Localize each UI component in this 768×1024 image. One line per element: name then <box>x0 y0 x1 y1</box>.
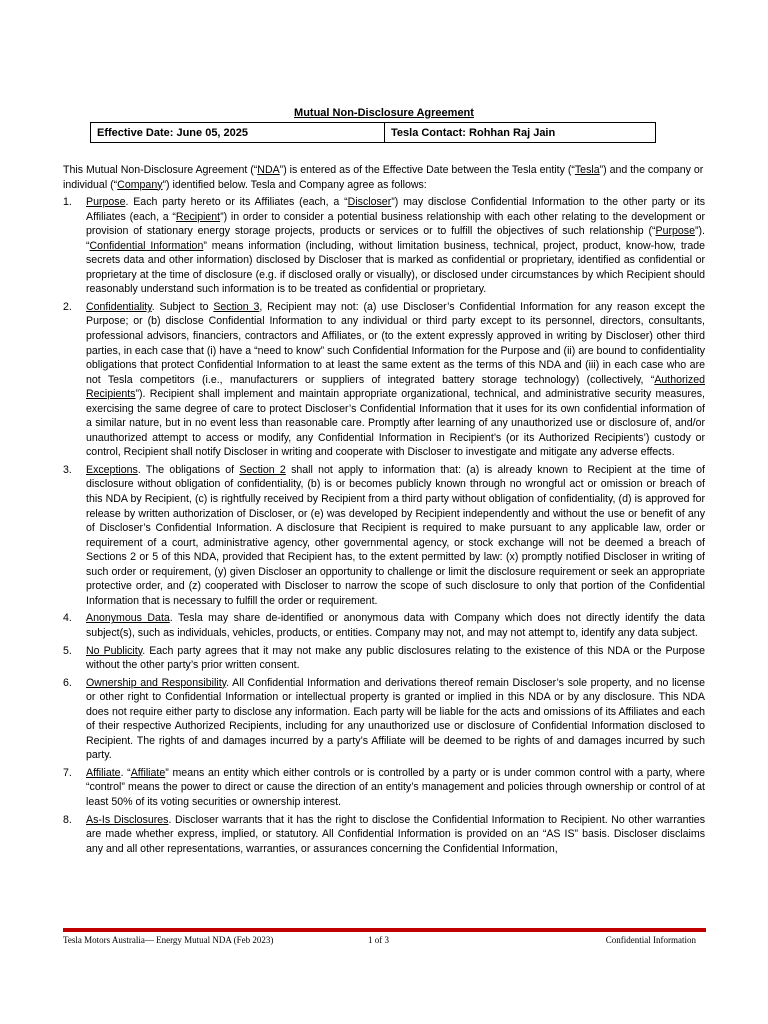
clause-number: 2. <box>63 300 72 313</box>
clause-as-is <box>63 813 705 857</box>
clause-heading: Affiliate <box>86 766 121 779</box>
page-footer <box>63 935 696 947</box>
intro-text: This Mutual Non-Disclosure Agreement (“ <box>63 164 258 176</box>
tesla-contact-cell: Tesla Contact: Rohhan Raj Jain <box>391 127 556 139</box>
clause-heading: Purpose <box>86 196 126 209</box>
clause-text: . “ <box>120 766 131 779</box>
defined-term-purpose: Purpose <box>655 225 695 238</box>
clause-heading: As-Is Disclosures <box>86 813 169 826</box>
clause-text: ”). “ <box>86 225 705 252</box>
clause-anonymous-data <box>63 611 705 640</box>
clause-text: ”) in order to consider a potential business relationship with each other relating to the development or provision of stationary energy storage projects, products or services or to fulfill the objectives of such relationship (“ <box>86 210 706 238</box>
intro-text: ”) identified below. Tesla and Company agree as follows: <box>162 178 427 191</box>
clause-heading: Anonymous Data <box>86 612 170 625</box>
defined-term-confidential-information: Confidential Information <box>89 239 204 252</box>
clause-affiliate <box>63 766 705 810</box>
defined-term-affiliate: Affiliate <box>130 766 166 779</box>
clause-text: . Each party hereto or its Affiliates (each, a “ <box>125 196 348 209</box>
clause-text: , Recipient may not: (a) use Discloser’s Confidential Information for any reason except the Purpose; or (b) disclose Confidential Information to any individual or third party except to its personnel, directors, consultants, professional advisors, financiers, contractors and Affiliates, or (to the extent expressly approved in writing by Discloser) other third parties, in each case that (i) have a “need to know” such Confidential Information for the Purpose and (ii) are bound to confidentiality obligations that protect Confidential Information to at least the same extent as the terms of this NDA and (iii) in each case who are not Tesla competitors (i.e., manufacturers or suppliers of integrated battery storage technology) (collectively, “ <box>86 300 705 386</box>
clause-text: ” means an entity which either controls or is controlled by a party or is under common control with a party, where “control” means the power to direct or cause the direction of an entity’s management and policies through ownership or control of at least 50% of its voting securities or ownership interest. <box>86 766 705 808</box>
footer-classification: Confidential Information <box>605 935 696 945</box>
defined-term-discloser: Discloser <box>347 196 392 209</box>
document-title: Mutual Non-Disclosure Agreement <box>294 107 474 119</box>
clause-heading: Exceptions <box>86 463 138 476</box>
clause-text: ”) may disclose Confidential Information to the other party or its Affiliates (each, a “ <box>86 196 705 223</box>
clause-heading: Ownership and Responsibility <box>86 676 227 689</box>
clause-confidentiality <box>63 300 705 460</box>
clause-no-publicity <box>63 644 705 673</box>
footer-rule <box>63 928 706 932</box>
clause-text: . The obligations of <box>137 463 240 476</box>
clause-number: 3. <box>63 463 72 476</box>
clause-number: 8. <box>63 813 72 826</box>
clause-list <box>63 195 705 856</box>
document-body <box>63 163 705 859</box>
clause-text: ”). Recipient shall implement and maintain appropriate organizational, technical, and administrative security measures, exercising the same degree of care to protect Discloser’s Confidential Information that it uses for its own confidential information of a similar nature, but in no event less than reasonable care. Promptly after learning of any unauthorized use or disclosure of, and/or unauthorized attempt to access or modify, any Confidential Information in Recipient’s (or its Authorized Recipients’) custody or control, Recipient shall notify Discloser in writing and cooperate with Discloser to investigate and mitigate any adverse effects. <box>86 388 705 459</box>
clause-purpose <box>63 195 705 297</box>
defined-term-company: Company <box>117 178 163 191</box>
clause-text: ” means information (including, without limitation business, technical, project, product, know-how, trade secrets data and other information) disclosed by Discloser that is marked as confidential or proprietary, identified as confidential or proprietary at the time of disclosure (e.g. if disclosed orally or visually), or disclosed under circumstances by which Recipient should reasonably understand such information is to be treated as confidential or proprietary. <box>86 239 705 296</box>
defined-term-authorized-recipients: Authorized Recipients <box>86 373 705 401</box>
clause-text: . Discloser warrants that it has the right to disclose the Confidential Information to Recipient. No other warranties are made whether express, implied, or statutory. All Confidential Information is provided on an “AS IS” basis. Discloser disclaims any and all other representations, warranties, or assurances concerning the Confidential Information, <box>86 813 705 855</box>
clause-number: 4. <box>63 612 72 625</box>
clause-number: 6. <box>63 676 72 689</box>
defined-term-nda: NDA <box>257 164 280 176</box>
clause-text: . Tesla may share de-identified or anonymous data with Company which does not directly identify the data subject(s), such as individuals, vehicles, products, or entities. Company may not, and may not attempt to, identify any data subject. <box>86 612 705 639</box>
intro-paragraph <box>63 163 705 192</box>
defined-term-recipient: Recipient <box>175 210 221 223</box>
clause-exceptions <box>63 463 705 608</box>
header-table <box>90 122 656 143</box>
clause-ownership <box>63 676 705 763</box>
clause-number: 7. <box>63 766 72 779</box>
clause-number: 5. <box>63 644 72 657</box>
clause-text: . All Confidential Information and derivations thereof remain Discloser’s sole property, and no license or other right to Confidential Information or intellectual property is granted or implied in this NDA or by any disclosure. This NDA does not require either party to disclose any information. Each party will be liable for the acts and omissions of its Affiliates and each of their respective Authorized Recipients, including for any unauthorized use or disclosure of Confidential Information disclosed to Recipient. The rights of and damages incurred by a party’s Affiliate will be deemed to be rights of and damages incurred by such party. <box>86 676 705 762</box>
footer-document-name: Tesla Motors Australia— Energy Mutual NDA (Feb 2023) <box>63 935 274 945</box>
clause-text: shall not apply to information that: (a) is already known to Recipient at the time of disclosure without obligation of confidentiality, (b) is or becomes publicly known through no wrongful act or omission or breach of this NDA by Recipient, (c) is rightfully received by Recipient from a third party without obligation of confidentiality, (d) is approved for release by written authorization of Discloser, or (e) was developed by Recipient independently and without the use or benefit of any of Discloser’s Confidential Information. A disclosure that Recipient is required to make pursuant to any applicable law, order or requirement of a court, administrative agency, other governmental agency, or stock exchange will not be deemed a breach of Sections 2 or 5 of this NDA, provided that Recipient has, to the extent permitted by law: (x) promptly notified Discloser in writing of such order or requirement, (y) given Discloser an opportunity to challenge or limit the disclosure requirement or seek an appropriate protective order, and (z) cooperated with Discloser to narrow the scope of such disclosure to only that portion of the Confidential Information that is necessary to fulfill the order or requirement. <box>86 463 705 607</box>
section-reference: Section 3 <box>213 300 260 313</box>
effective-date-cell: Effective Date: June 05, 2025 <box>91 123 385 142</box>
clause-heading: No Publicity <box>86 644 143 657</box>
defined-term-tesla: Tesla <box>574 164 600 176</box>
clause-heading: Confidentiality <box>86 300 152 313</box>
clause-number: 1. <box>63 196 72 209</box>
footer-page-number: 1 of 3 <box>368 935 389 945</box>
section-reference: Section 2 <box>239 463 286 476</box>
intro-text: ”) and the company or individual (“ <box>63 164 704 191</box>
clause-text: . Subject to <box>151 300 214 313</box>
clause-text: . Each party agrees that it may not make any public disclosures relating to the existence of this NDA or the Purpose without the other party’s prior written consent. <box>86 644 705 672</box>
intro-text: ”) is entered as of the Effective Date between the Tesla entity (“ <box>279 164 575 176</box>
